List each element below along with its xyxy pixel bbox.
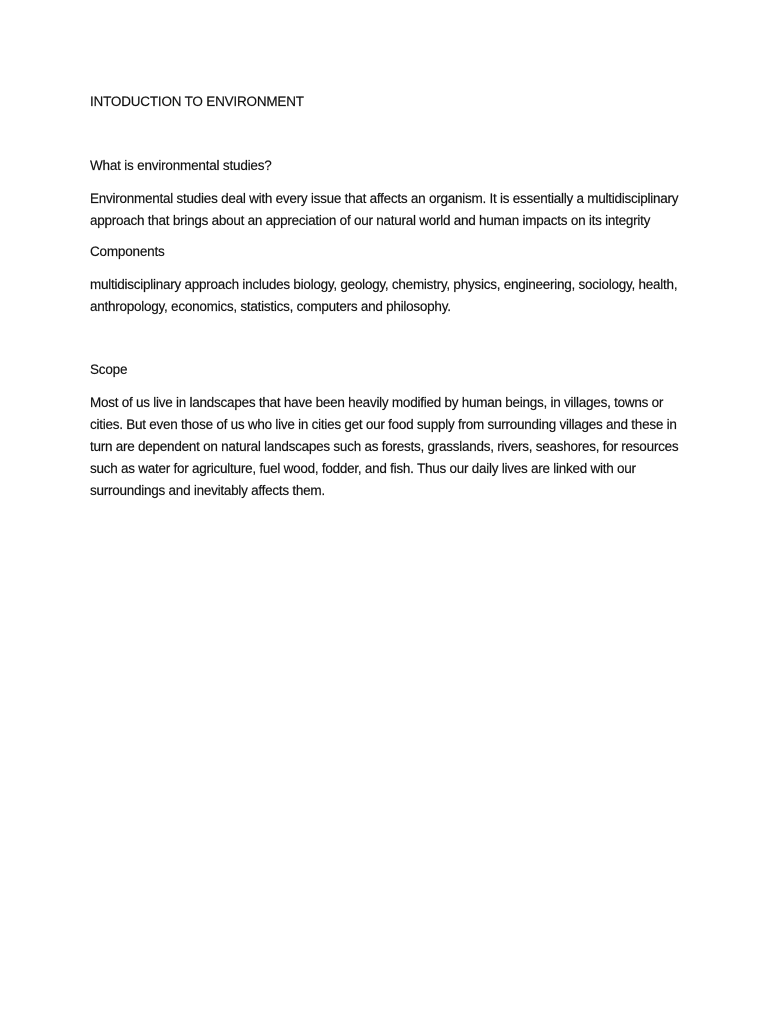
section-paragraph-what-is: Environmental studies deal with every issue that affects an organism. It is essentially a multidisciplinary approach that brings about an appreciation of our natural world and human impacts on its integrity <box>90 191 679 228</box>
document-body <box>90 92 690 502</box>
document-title: INTODUCTION TO ENVIRONMENT <box>90 94 304 109</box>
section-heading-what-is: What is environmental studies? <box>90 158 272 173</box>
section-heading-components: Components <box>90 244 165 259</box>
section-heading-scope: Scope <box>90 362 128 377</box>
section-paragraph-components: multidisciplinary approach includes biology, geology, chemistry, physics, engineering, sociology, health, anthropology, economics, statistics, computers and philosophy. <box>90 277 678 314</box>
section-paragraph-scope: Most of us live in landscapes that have been heavily modified by human beings, in villages, towns or cities. But even those of us who live in cities get our food supply from surrounding villages and these in turn are dependent on natural landscapes such as forests, grasslands, rivers, seashores, for resources such as water for agriculture, fuel wood, fodder, and fish. Thus our daily lives are linked with our surroundings and inevitably affects them. <box>90 395 679 498</box>
